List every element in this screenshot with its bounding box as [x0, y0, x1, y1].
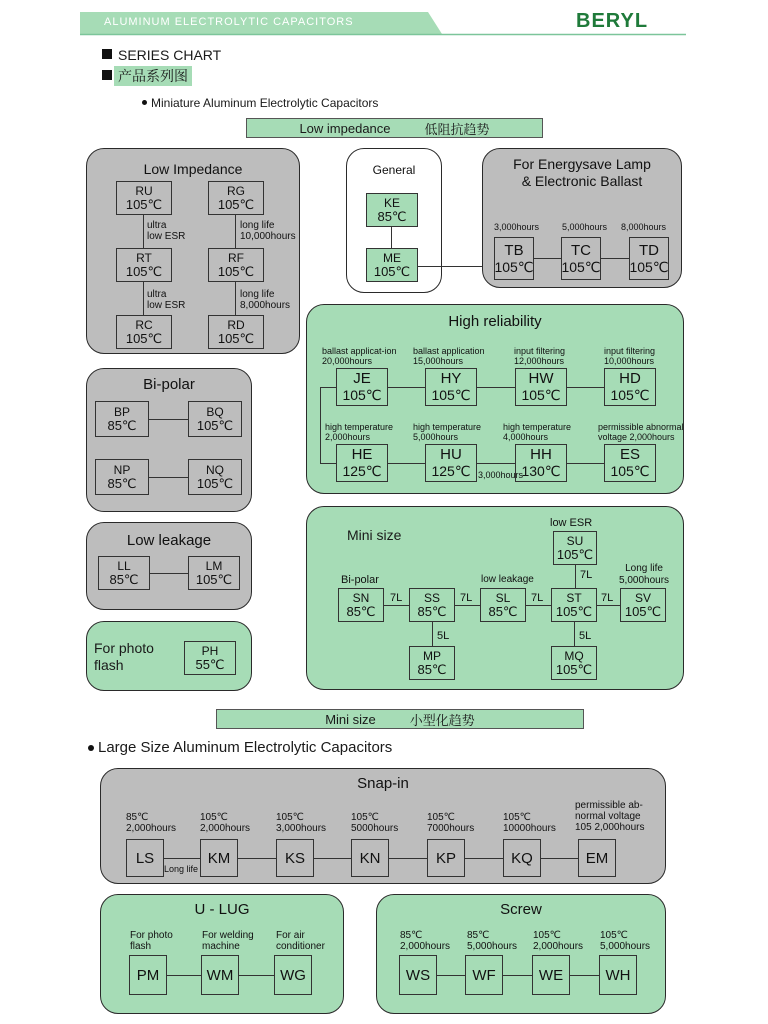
connector-line [239, 975, 274, 976]
connector-line [541, 858, 578, 859]
series-box-tc[interactable]: TC 105℃ [561, 237, 601, 280]
note-label: For air conditioner [276, 930, 325, 952]
connector-line [570, 975, 599, 976]
series-box-rc[interactable]: RC 105℃ [116, 315, 172, 349]
note-label: long life 8,000hours [240, 289, 291, 311]
group-title: U - LUG [194, 901, 250, 918]
group-title: Bi-polar [143, 376, 195, 393]
mini-size-trend-label: Mini size [325, 711, 376, 727]
series-box-tb[interactable]: TB 105℃ [494, 237, 534, 280]
note-label: input filtering 10,000hours [604, 346, 656, 366]
mini-size-trend-cn: 小型化趋势 [409, 712, 475, 728]
series-box-wm[interactable]: WM [201, 955, 239, 995]
note-label: 85℃ 2,000hours [126, 812, 177, 834]
note-label: high temperature 2,000hours [325, 422, 394, 442]
note-label: 105℃ 2,000hours [200, 812, 251, 834]
series-box-lm[interactable]: LM 105℃ [188, 556, 240, 590]
note-label: 8,000hours [621, 222, 667, 232]
connector-line [455, 605, 480, 606]
connector-line [150, 573, 188, 574]
series-box-kn[interactable]: KN [351, 839, 389, 877]
series-box-ph[interactable]: PH 55℃ [184, 641, 236, 675]
series-box-ls[interactable]: LS [126, 839, 164, 877]
brand-logo: BERYL [576, 10, 649, 32]
note-label: Bi-polar [341, 574, 379, 586]
connector-line [388, 463, 425, 464]
connector-line [320, 463, 336, 464]
note-label: long life 10,000hours [240, 220, 296, 242]
connector-line [601, 258, 629, 259]
miniature-heading: Miniature Aluminum Electrolytic Capacitors [151, 96, 379, 110]
series-box-td[interactable]: TD 105℃ [629, 237, 669, 280]
series-box-mp[interactable]: MP 85℃ [409, 646, 455, 680]
note-label: ultra low ESR [147, 289, 186, 311]
connector-line [575, 565, 576, 588]
connector-line [320, 387, 336, 388]
series-box-su[interactable]: SU 105℃ [553, 531, 597, 565]
note-label: 5,000hours [562, 222, 608, 232]
series-box-we[interactable]: WE [532, 955, 570, 995]
connector-line [477, 387, 515, 388]
series-chart-cn-label: 产品系列图 [114, 66, 192, 86]
stray-note-label: 3,000hours [478, 470, 524, 480]
u-lug-group [100, 894, 344, 1014]
group-title: Mini size [347, 527, 402, 543]
series-box-ru[interactable]: RU 105℃ [116, 181, 172, 215]
group-title: For photo flash [94, 640, 154, 673]
series-box-st[interactable]: ST 105℃ [551, 588, 597, 622]
length-label: 7L [580, 569, 593, 581]
group-title: Screw [500, 901, 542, 918]
low-impedance-trend-cn: 低阻抗趋势 [424, 121, 490, 137]
note-label: permissible abnormal voltage 2,000hours [598, 422, 684, 442]
connector-line [503, 975, 532, 976]
connector-line [465, 858, 503, 859]
connector-line [149, 419, 188, 420]
series-box-bq[interactable]: BQ 105℃ [188, 401, 242, 437]
series-box-ll[interactable]: LL 85℃ [98, 556, 150, 590]
group-title: Low Impedance [143, 161, 243, 177]
note-label: ballast applicat-ion 20,000hours [322, 346, 397, 366]
note-label: 105℃ 2,000hours [533, 930, 584, 952]
square-bullet-icon [102, 49, 112, 59]
connector-line [574, 622, 575, 646]
connector-line [167, 975, 201, 976]
note-label: 85℃ 2,000hours [400, 930, 451, 952]
round-bullet-icon [88, 745, 94, 751]
series-box-hh[interactable]: HH 130℃ [515, 444, 567, 482]
series-box-je[interactable]: JE 105℃ [336, 368, 388, 406]
connector-line [149, 477, 188, 478]
connector-line [320, 387, 321, 463]
square-bullet-icon [102, 70, 112, 80]
series-box-ss[interactable]: SS 85℃ [409, 588, 455, 622]
note-label: 3,000hours [494, 222, 540, 232]
connector-line [235, 282, 236, 315]
connector-line [384, 605, 409, 606]
series-box-wf[interactable]: WF [465, 955, 503, 995]
note-label: low leakage [481, 574, 534, 585]
large-size-heading: Large Size Aluminum Electrolytic Capacitors [98, 739, 393, 756]
connector-line [567, 463, 604, 464]
series-box-wg[interactable]: WG [274, 955, 312, 995]
connector-line [477, 463, 515, 464]
connector-line [534, 258, 561, 259]
mini-size-trend-bar [216, 709, 584, 729]
group-title: High reliability [448, 313, 542, 330]
connector-line [235, 215, 236, 248]
series-box-np[interactable]: NP 85℃ [95, 459, 149, 495]
series-box-em[interactable]: EM [578, 839, 616, 877]
series-box-pm[interactable]: PM [129, 955, 167, 995]
series-box-es[interactable]: ES 105℃ [604, 444, 656, 482]
low-impedance-trend-label: Low impedance [299, 120, 391, 136]
series-box-rg[interactable]: RG 105℃ [208, 181, 264, 215]
series-box-nq[interactable]: NQ 105℃ [188, 459, 242, 495]
connector-line [567, 387, 604, 388]
connector-line [391, 227, 392, 248]
note-label: high temperature 5,000hours [413, 422, 482, 442]
note-label: 85℃ 5,000hours [467, 930, 518, 952]
group-title: General [372, 163, 416, 177]
note-label: ultra low ESR [147, 220, 186, 242]
series-box-he[interactable]: HE 125℃ [336, 444, 388, 482]
series-box-km[interactable]: KM [200, 839, 238, 877]
connector-line [526, 605, 551, 606]
series-box-hd[interactable]: HD 105℃ [604, 368, 656, 406]
note-label: For photo flash [130, 930, 173, 952]
series-box-rt[interactable]: RT 105℃ [116, 248, 172, 282]
note-label: 105℃ 3,000hours [276, 812, 327, 834]
connector-line [432, 622, 433, 646]
series-box-sn[interactable]: SN 85℃ [338, 588, 384, 622]
series-box-kq[interactable]: KQ [503, 839, 541, 877]
connector-line [143, 215, 144, 248]
series-box-ks[interactable]: KS [276, 839, 314, 877]
series-box-ws[interactable]: WS [399, 955, 437, 995]
note-label: 105℃ 5000hours [351, 812, 399, 834]
note-label: 105℃ 10000hours [503, 812, 556, 834]
connector-line [388, 387, 425, 388]
note-label: high temperature 4,000hours [503, 422, 572, 442]
length-label: 7L [460, 592, 473, 604]
note-label: 105℃ 7000hours [427, 812, 475, 834]
note-label: 105℃ 5,000hours [600, 930, 651, 952]
series-box-rd[interactable]: RD 105℃ [208, 315, 264, 349]
series-chart-label: SERIES CHART [118, 47, 222, 63]
series-box-rf[interactable]: RF 105℃ [208, 248, 264, 282]
length-label: 5L [579, 630, 592, 642]
series-box-hw[interactable]: HW 105℃ [515, 368, 567, 406]
group-title: Snap-in [357, 775, 409, 792]
low-impedance-trend-bar [246, 118, 543, 138]
length-label: 7L [390, 592, 403, 604]
note-label: ballast application 15,000hours [413, 346, 485, 366]
length-label: 7L [531, 592, 544, 604]
series-box-bp[interactable]: BP 85℃ [95, 401, 149, 437]
series-box-hy[interactable]: HY 105℃ [425, 368, 477, 406]
round-bullet-icon [142, 100, 147, 105]
connector-line [437, 975, 465, 976]
header-title: ALUMINUM ELECTROLYTIC CAPACITORS [104, 16, 354, 28]
connector-line [238, 858, 276, 859]
series-box-kp[interactable]: KP [427, 839, 465, 877]
series-box-sv[interactable]: SV 105℃ [620, 588, 666, 622]
length-label: 5L [437, 630, 450, 642]
series-box-me[interactable]: ME 105℃ [366, 248, 418, 282]
connector-line [597, 605, 620, 606]
series-box-wh[interactable]: WH [599, 955, 637, 995]
series-box-hu[interactable]: HU 125℃ [425, 444, 477, 482]
connector-line [389, 858, 427, 859]
note-label: For welding machine [202, 930, 254, 952]
note-label: Long life [164, 864, 199, 874]
group-title: Low leakage [126, 532, 212, 549]
group-title: For Energysave Lamp & Electronic Ballast [513, 156, 651, 189]
length-label: 7L [601, 592, 614, 604]
series-box-ke[interactable]: KE 85℃ [366, 193, 418, 227]
note-label: input filtering 12,000hours [514, 346, 566, 366]
note-label: low ESR [550, 517, 593, 529]
screw-group [376, 894, 666, 1014]
note-label: Long life 5,000hours [619, 563, 670, 586]
series-box-sl[interactable]: SL 85℃ [480, 588, 526, 622]
connector-line [143, 282, 144, 315]
connector-line [314, 858, 351, 859]
note-label: permissible ab- normal voltage 105 2,000hours [575, 800, 645, 833]
series-box-mq[interactable]: MQ 105℃ [551, 646, 597, 680]
connector-line [164, 858, 200, 859]
